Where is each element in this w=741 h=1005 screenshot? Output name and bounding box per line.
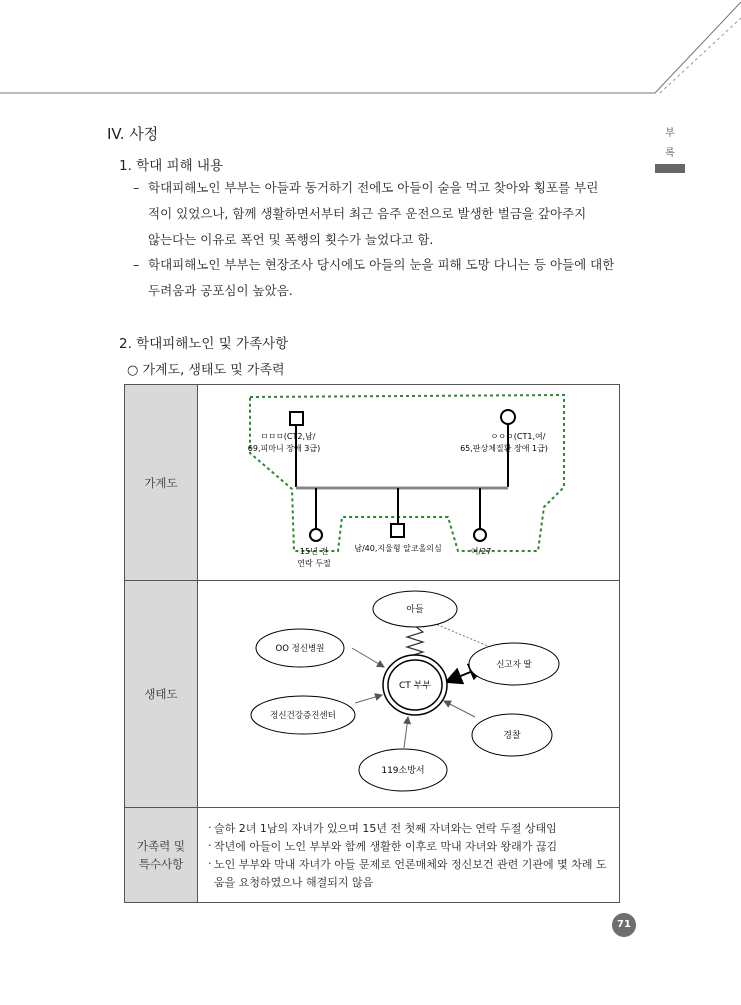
abuse-bullet-2: – 학대피해노인 부부는 현장조사 당시에도 아들의 눈을 피해 도망 다니는 등 아들에 대한 두려움과 공포심이 높았음. [148,252,614,304]
side-tab-bar [655,164,685,173]
line-fire [404,717,408,748]
page-header-decoration [0,0,741,100]
son-square-icon [391,524,404,537]
child3-circle-icon [474,529,486,541]
side-tab-char-2: 록 [665,148,675,159]
line-mental-center [355,695,382,703]
genogram-ecomap-heading: ○ 가계도, 생태도 및 가족력 [127,363,285,378]
family-history-label [125,808,198,903]
child1-circle-icon [310,529,322,541]
page-number: 71 [612,913,636,937]
son-label: 남/40,지울형 알코올의심 [354,544,442,553]
family-note-1: · 슬하 2녀 1남의 자녀가 있으며 15년 전 첫째 자녀와는 연락 두절 상태임 [208,820,613,838]
child1-label-1: 15년 전 [299,547,329,556]
father-square-icon [290,412,303,425]
family-history-cell [198,808,620,903]
mother-circle-icon [501,410,515,424]
subsection-2-title: 2. 학대피해노인 및 가족사항 [119,336,289,352]
family-note-3: · 노인 부부와 막내 자녀가 아들 문제로 언론매체와 정신보건 관련 기관에 몇 차례 도움을 요청하였으나 해결되지 않음 [208,856,613,892]
mental-center-label: 정신건강증진센터 [270,711,336,721]
line-police [444,701,475,717]
genogram-label: 가계도 [125,385,198,581]
line-hospital [352,648,384,667]
abuse-bullet-1-line-1: 학대피해노인 부부는 아들과 동거하기 전에도 아들이 술을 먹고 찾아와 횡포를 부린 [148,180,599,195]
abuse-bullet-1-line-3: 않는다는 이유로 폭언 및 폭행의 횟수가 늘었다고 함. [148,232,434,247]
son-node-label: 아들 [406,605,424,615]
mother-label-2: 65,판상체질환 장애 1급) [460,444,548,453]
abuse-bullet-2-line-2: 두려움과 공포심이 높았음. [148,283,293,298]
family-history-label-line-2: 특수사항 [138,857,184,871]
abuse-bullet-2-line-1: 학대피해노인 부부는 현장조사 당시에도 아들의 눈을 피해 도망 다니는 등 아들에 대한 [148,257,615,272]
center-label: CT 부부 [398,681,432,691]
police-label: 경찰 [503,731,521,741]
father-label-2: 69,피마니 장애 3급) [247,444,321,453]
reporter-label: 신고자 딸 [496,660,532,670]
family-history-label-line-1: 가족력 및 [136,839,186,853]
abuse-bullet-1: – 학대피해노인 부부는 아들과 동거하기 전에도 아들이 술을 먹고 찾아와 횡포를 부린 적이 있었으나, 함께 생활하면서부터 최근 음주 운전으로 발생한 벌금을 갚아주지 않는다는 이유로 폭언 및 폭행의 횟수가 늘었다고 함. [148,175,598,253]
mother-label-1: ㅇㅇㅇ(CT1,여/ [490,432,546,441]
genogram-cell [198,385,620,581]
side-tab-char-1: 부 [665,128,675,139]
family-info-table [124,384,620,903]
father-label-1: ㅁㅁㅁ(CT2,남/ [260,432,316,441]
family-note-2: · 작년에 아들이 노인 부부와 함께 생활한 이후로 막내 자녀와 왕래가 끊김 [208,838,613,856]
ecomap-cell [198,581,620,808]
ecomap-label: 생태도 [125,581,198,808]
child3-label: 여/27 [470,547,492,556]
abuse-bullet-1-line-2: 적이 있었으나, 함께 생활하면서부터 최근 음주 운전으로 발생한 벌금을 갚아주지 [148,206,587,221]
child1-label-2: 연락 두절 [297,559,331,568]
fire-label: 119소방서 [381,766,425,776]
subsection-1-title: 1. 학대 피해 내용 [119,158,223,174]
section-title: IV. 사정 [107,125,159,143]
genogram-diagram [198,385,619,576]
hospital-label: OO 정신병원 [275,644,325,654]
ecomap-diagram [198,581,619,803]
